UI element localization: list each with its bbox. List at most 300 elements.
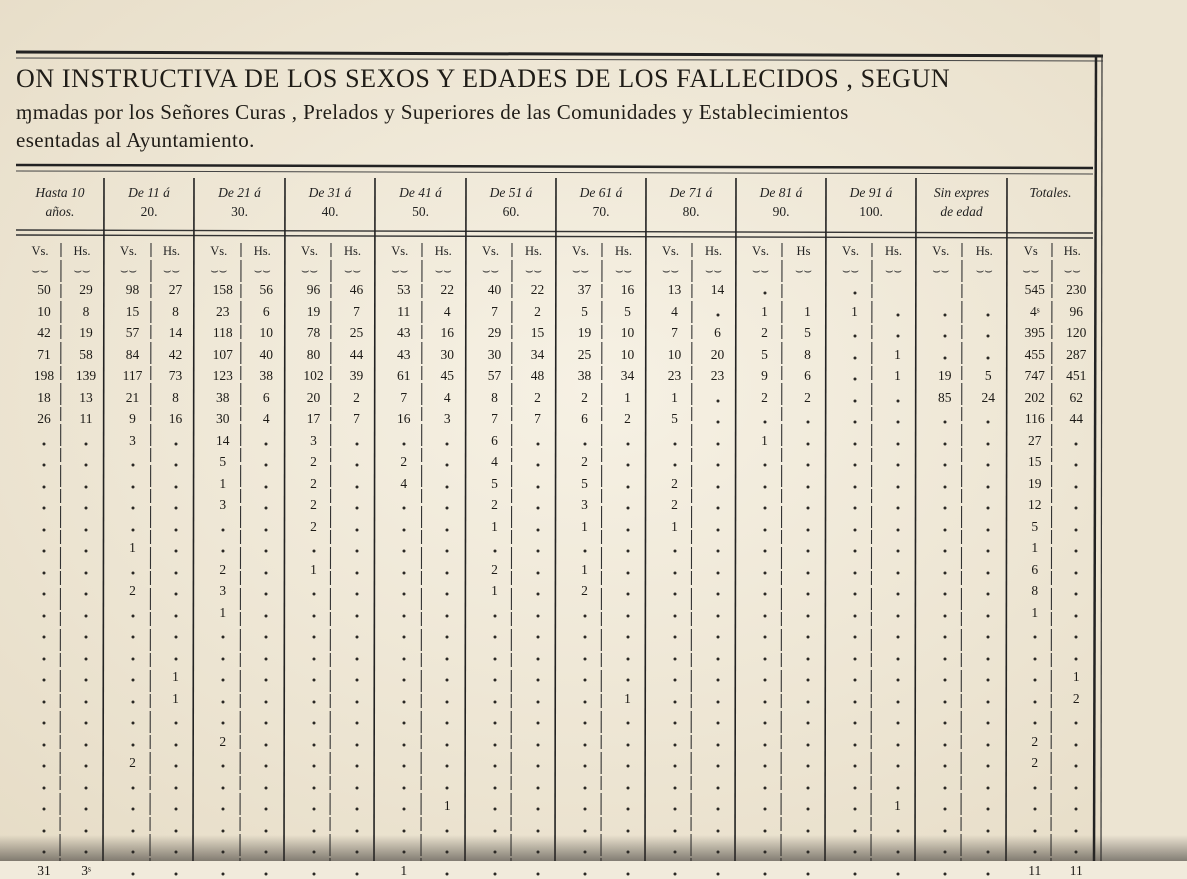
male-subheader: Vs <box>1023 244 1038 258</box>
empty-cell-dot <box>987 507 990 510</box>
empty-cell-dot <box>716 464 719 467</box>
empty-cell-dot <box>987 829 990 832</box>
empty-cell-dot <box>174 636 177 639</box>
empty-cell-dot <box>987 743 990 746</box>
empty-cell-dot <box>131 485 134 488</box>
table-cell: 19 <box>938 368 952 383</box>
empty-cell-dot <box>402 593 405 596</box>
empty-cell-dot <box>174 614 177 617</box>
empty-cell-dot <box>402 829 405 832</box>
empty-cell-dot <box>536 786 539 789</box>
empty-cell-dot <box>85 722 88 725</box>
empty-cell-dot <box>355 829 358 832</box>
empty-cell-dot <box>174 765 177 768</box>
table-cell: 4 <box>443 389 451 405</box>
table-cell: 34 <box>620 368 635 383</box>
male-subheader: Vs. <box>481 244 500 258</box>
table-cell: 25 <box>577 346 592 362</box>
brace-icon: ⌣⌣ <box>119 263 138 278</box>
empty-cell-dot <box>446 679 449 682</box>
brace-icon: ⌣⌣ <box>1063 263 1081 278</box>
table-cell: 50 <box>37 282 51 297</box>
empty-cell-dot <box>85 765 88 768</box>
empty-cell-dot <box>402 614 405 617</box>
empty-cell-dot <box>763 765 766 768</box>
empty-cell-dot <box>402 507 405 510</box>
empty-cell-dot <box>446 442 449 445</box>
table-cell: 16 <box>397 411 411 426</box>
empty-cell-dot <box>265 743 268 746</box>
male-subheader: Vs. <box>571 244 590 258</box>
male-subheader: Vs. <box>31 244 49 258</box>
empty-cell-dot <box>536 593 539 596</box>
column-header-line-2: 60. <box>502 204 520 219</box>
empty-cell-dot <box>943 571 946 574</box>
empty-cell-dot <box>896 722 899 725</box>
table-cell: 11 <box>1028 862 1042 878</box>
table-cell: 1 <box>491 518 498 534</box>
empty-cell-dot <box>536 872 539 875</box>
table-cell: 2 <box>761 325 768 340</box>
table-cell: 1 <box>894 368 901 383</box>
empty-cell-dot <box>673 829 676 832</box>
empty-cell-dot <box>493 614 496 617</box>
empty-cell-dot <box>536 829 539 832</box>
column-header-line-1: De 11 á <box>128 185 170 200</box>
male-subheader: Vs. <box>841 244 860 258</box>
empty-cell-dot <box>355 722 358 725</box>
empty-cell-dot <box>43 700 46 703</box>
empty-cell-dot <box>131 464 134 467</box>
female-subheader: Hs. <box>524 244 543 258</box>
empty-cell-dot <box>763 507 766 510</box>
empty-cell-dot <box>85 679 88 682</box>
empty-cell-dot <box>131 700 134 703</box>
column-header-line-1: De 41 á <box>399 185 442 200</box>
table-cell: 31 <box>37 862 51 878</box>
empty-cell-dot <box>987 421 990 424</box>
table-cell: 26 <box>37 411 51 426</box>
table-cell: 19 <box>1028 475 1042 491</box>
empty-cell-dot <box>43 808 46 811</box>
empty-cell-dot <box>763 829 766 832</box>
empty-cell-dot <box>493 722 496 725</box>
empty-cell-dot <box>355 507 358 510</box>
empty-cell-dot <box>1033 829 1036 832</box>
empty-cell-dot <box>943 808 946 811</box>
empty-cell-dot <box>131 808 134 811</box>
brace-icon: ⌣⌣ <box>571 263 590 278</box>
empty-cell-dot <box>673 700 676 703</box>
empty-cell-dot <box>987 550 990 553</box>
empty-cell-dot <box>626 636 629 639</box>
table-cell: 19 <box>577 325 592 340</box>
empty-cell-dot <box>85 786 88 789</box>
empty-cell-dot <box>402 679 405 682</box>
brace-icon: ⌣⌣ <box>73 263 91 278</box>
column-header-line-1: De 91 á <box>849 185 893 200</box>
table-cell: 1 <box>761 432 768 448</box>
empty-cell-dot <box>626 743 629 746</box>
empty-cell-dot <box>174 786 177 789</box>
table-cell: 2 <box>310 497 317 512</box>
empty-cell-dot <box>716 421 719 424</box>
empty-cell-dot <box>987 872 990 875</box>
table-cell: 40 <box>487 282 502 297</box>
empty-cell-dot <box>943 442 946 445</box>
empty-cell-dot <box>896 335 899 338</box>
empty-cell-dot <box>174 872 177 875</box>
empty-cell-dot <box>131 722 134 725</box>
empty-cell-dot <box>493 786 496 789</box>
empty-cell-dot <box>85 829 88 832</box>
table-cell: 116 <box>1024 411 1045 426</box>
table-cell: 3 <box>310 432 317 448</box>
empty-cell-dot <box>763 722 766 725</box>
table-cell: 37 <box>577 282 592 297</box>
empty-cell-dot <box>763 292 766 295</box>
table-cell: 8 <box>1031 583 1039 598</box>
brace-icon: ⌣⌣ <box>391 263 409 278</box>
empty-cell-dot <box>85 442 88 445</box>
table-cell: 27 <box>168 282 183 297</box>
table-cell: 2 <box>400 454 408 469</box>
column-header-line-1: Totales. <box>1029 185 1072 200</box>
empty-cell-dot <box>402 786 405 789</box>
empty-cell-dot <box>987 657 990 660</box>
table-cell: 6 <box>581 411 588 426</box>
table-cell: 1 <box>443 798 451 813</box>
male-subheader: Vs. <box>300 244 319 258</box>
empty-cell-dot <box>853 636 856 639</box>
empty-cell-dot <box>673 679 676 682</box>
empty-cell-dot <box>265 528 268 531</box>
empty-cell-dot <box>446 765 449 768</box>
empty-cell-dot <box>1075 829 1078 832</box>
empty-cell-dot <box>896 872 899 875</box>
empty-cell-dot <box>402 636 405 639</box>
empty-cell-dot <box>673 808 676 811</box>
empty-cell-dot <box>493 829 496 832</box>
table-cell: 98 <box>125 282 140 297</box>
empty-cell-dot <box>583 872 586 875</box>
empty-cell-dot <box>446 571 449 574</box>
empty-cell-dot <box>43 743 46 746</box>
empty-cell-dot <box>896 485 899 488</box>
empty-cell-dot <box>987 679 990 682</box>
column-header-line-1: De 61 á <box>579 185 623 200</box>
table-cell: 11 <box>397 303 411 319</box>
table-cell: 1 <box>1031 540 1039 555</box>
table-cell: 30 <box>440 346 454 362</box>
empty-cell-dot <box>1075 442 1078 445</box>
table-cell: 6 <box>714 325 721 340</box>
female-subheader: Hs. <box>975 244 993 258</box>
empty-cell-dot <box>673 593 676 596</box>
empty-cell-dot <box>536 528 539 531</box>
empty-cell-dot <box>312 786 315 789</box>
column-header-6 <box>466 183 556 221</box>
empty-cell-dot <box>355 808 358 811</box>
empty-cell-dot <box>806 765 809 768</box>
table-cell: 53 <box>397 282 411 297</box>
table-cell: 1 <box>581 561 588 577</box>
empty-cell-dot <box>131 679 134 682</box>
empty-cell-dot <box>987 442 990 445</box>
table-cell: 1 <box>1072 669 1080 684</box>
table-cell: 2 <box>581 389 588 405</box>
empty-cell-dot <box>446 593 449 596</box>
empty-cell-dot <box>402 808 405 811</box>
table-cell: 1 <box>761 303 768 319</box>
table-cell: 395 <box>1024 325 1045 340</box>
empty-cell-dot <box>896 614 899 617</box>
table-cell: 15 <box>530 325 545 340</box>
empty-cell-dot <box>355 528 358 531</box>
column-header-12 <box>1007 183 1094 202</box>
table-cell: 2 <box>671 475 678 491</box>
table-cell: 39 <box>349 368 364 383</box>
empty-cell-dot <box>355 700 358 703</box>
empty-cell-dot <box>943 335 946 338</box>
column-header-1 <box>16 183 104 221</box>
table-cell: 2 <box>671 497 678 512</box>
empty-cell-dot <box>853 356 856 359</box>
empty-cell-dot <box>716 765 719 768</box>
empty-cell-dot <box>763 593 766 596</box>
empty-cell-dot <box>853 765 856 768</box>
table-cell: 19 <box>306 303 321 319</box>
empty-cell-dot <box>806 872 809 875</box>
male-subheader: Vs. <box>119 244 138 258</box>
empty-cell-dot <box>174 657 177 660</box>
female-subheader: Hs. <box>614 244 633 258</box>
table-cell: 3ˢ <box>81 862 91 878</box>
empty-cell-dot <box>763 614 766 617</box>
table-cell: 19 <box>79 325 93 340</box>
empty-cell-dot <box>265 786 268 789</box>
empty-cell-dot <box>673 636 676 639</box>
table-cell: 9 <box>761 368 768 383</box>
empty-cell-dot <box>943 464 946 467</box>
table-cell: 48 <box>530 368 545 383</box>
table-cell: 4ˢ <box>1029 303 1040 319</box>
empty-cell-dot <box>43 829 46 832</box>
empty-cell-dot <box>1075 550 1078 553</box>
empty-cell-dot <box>43 722 46 725</box>
table-cell: 23 <box>667 368 682 383</box>
female-subheader: Hs. <box>73 244 91 258</box>
empty-cell-dot <box>174 528 177 531</box>
empty-cell-dot <box>987 700 990 703</box>
table-cell: 1 <box>172 690 179 706</box>
empty-cell-dot <box>853 614 856 617</box>
empty-cell-dot <box>312 700 315 703</box>
table-cell: 2 <box>1031 733 1039 749</box>
column-header-7 <box>556 183 646 221</box>
empty-cell-dot <box>1033 679 1036 682</box>
table-cell: 10 <box>259 325 273 340</box>
empty-cell-dot <box>943 614 946 617</box>
empty-cell-dot <box>716 743 719 746</box>
empty-cell-dot <box>355 550 358 553</box>
brace-icon: ⌣⌣ <box>661 263 680 278</box>
table-cell: 56 <box>259 282 273 297</box>
empty-cell-dot <box>943 722 946 725</box>
table-cell: 34 <box>530 346 545 362</box>
empty-cell-dot <box>493 808 496 811</box>
table-cell: 1 <box>1031 604 1039 620</box>
empty-cell-dot <box>987 313 990 316</box>
table-cell: 8 <box>172 303 179 319</box>
table-cell: 2 <box>581 454 588 469</box>
empty-cell-dot <box>131 872 134 875</box>
empty-cell-dot <box>943 679 946 682</box>
empty-cell-dot <box>446 872 449 875</box>
empty-cell-dot <box>355 657 358 660</box>
empty-cell-dot <box>355 743 358 746</box>
empty-cell-dot <box>1075 593 1078 596</box>
empty-cell-dot <box>43 657 46 660</box>
empty-cell-dot <box>853 399 856 402</box>
empty-cell-dot <box>131 571 134 574</box>
empty-cell-dot <box>265 614 268 617</box>
table-cell: 2 <box>491 497 498 512</box>
empty-cell-dot <box>896 679 899 682</box>
table-cell: 3 <box>443 411 451 426</box>
empty-cell-dot <box>987 636 990 639</box>
empty-cell-dot <box>446 507 449 510</box>
empty-cell-dot <box>446 829 449 832</box>
empty-cell-dot <box>446 614 449 617</box>
empty-cell-dot <box>43 636 46 639</box>
empty-cell-dot <box>312 722 315 725</box>
empty-cell-dot <box>716 657 719 660</box>
empty-cell-dot <box>493 550 496 553</box>
empty-cell-dot <box>806 421 809 424</box>
empty-cell-dot <box>221 657 224 660</box>
table-cell: 3 <box>129 432 136 448</box>
table-cell: 15 <box>125 303 140 319</box>
female-subheader: Hs. <box>162 244 181 258</box>
table-cell: 24 <box>981 389 995 405</box>
empty-cell-dot <box>131 743 134 746</box>
table-cell: 7 <box>353 303 360 319</box>
table-cell: 40 <box>259 346 273 362</box>
table-cell: 5 <box>761 346 768 362</box>
empty-cell-dot <box>43 550 46 553</box>
empty-cell-dot <box>806 593 809 596</box>
empty-cell-dot <box>583 700 586 703</box>
empty-cell-dot <box>853 872 856 875</box>
empty-cell-dot <box>987 528 990 531</box>
empty-cell-dot <box>806 743 809 746</box>
table-cell: 29 <box>79 282 93 297</box>
female-subheader: Hs. <box>343 244 362 258</box>
empty-cell-dot <box>673 872 676 875</box>
empty-cell-dot <box>853 743 856 746</box>
brace-icon: ⌣⌣ <box>975 263 993 278</box>
column-header-line-2: 30. <box>231 204 248 219</box>
column-header-line-2: 100. <box>859 204 883 219</box>
empty-cell-dot <box>583 657 586 660</box>
empty-cell-dot <box>355 872 358 875</box>
empty-cell-dot <box>43 464 46 467</box>
empty-cell-dot <box>265 464 268 467</box>
brace-icon: ⌣⌣ <box>300 263 319 278</box>
empty-cell-dot <box>806 679 809 682</box>
empty-cell-dot <box>1075 808 1078 811</box>
empty-cell-dot <box>806 550 809 553</box>
table-cell: 7 <box>400 389 408 405</box>
empty-cell-dot <box>174 442 177 445</box>
empty-cell-dot <box>265 507 268 510</box>
brace-icon: ⌣⌣ <box>1022 263 1040 278</box>
empty-cell-dot <box>806 829 809 832</box>
table-cell: 10 <box>620 346 635 362</box>
table-cell: 80 <box>306 346 321 362</box>
table-cell: 4 <box>491 454 498 469</box>
empty-cell-dot <box>493 743 496 746</box>
empty-cell-dot <box>896 829 899 832</box>
empty-cell-dot <box>716 808 719 811</box>
table-cell: 16 <box>440 325 454 340</box>
empty-cell-dot <box>131 786 134 789</box>
column-header-line-2: 40. <box>321 204 339 219</box>
empty-cell-dot <box>716 872 719 875</box>
table-cell: 2 <box>761 389 768 405</box>
empty-cell-dot <box>446 636 449 639</box>
empty-cell-dot <box>673 657 676 660</box>
empty-cell-dot <box>174 829 177 832</box>
empty-cell-dot <box>716 679 719 682</box>
empty-cell-dot <box>896 786 899 789</box>
table-cell: 2 <box>129 583 136 598</box>
male-subheader: Vs. <box>391 244 409 258</box>
empty-cell-dot <box>673 442 676 445</box>
table-cell: 287 <box>1066 346 1087 362</box>
empty-cell-dot <box>402 442 405 445</box>
empty-cell-dot <box>853 528 856 531</box>
column-header-4 <box>285 183 375 221</box>
empty-cell-dot <box>626 464 629 467</box>
table-cell: 5 <box>984 368 992 383</box>
table-cell: 5 <box>624 303 631 319</box>
empty-cell-dot <box>943 872 946 875</box>
empty-cell-dot <box>43 786 46 789</box>
empty-cell-dot <box>174 507 177 510</box>
empty-cell-dot <box>312 679 315 682</box>
empty-cell-dot <box>221 550 224 553</box>
table-cell: 3 <box>581 497 588 512</box>
empty-cell-dot <box>763 679 766 682</box>
table-cell: 57 <box>125 325 140 340</box>
empty-cell-dot <box>987 722 990 725</box>
empty-cell-dot <box>763 786 766 789</box>
column-header-line-2: de edad <box>940 204 983 219</box>
table-cell: 84 <box>125 346 140 362</box>
empty-cell-dot <box>221 829 224 832</box>
empty-cell-dot <box>355 593 358 596</box>
table-cell: 16 <box>620 282 635 297</box>
document-title-line-2: ɱmadas por los Señores Curas , Prelados y Superiores de las Comunidades y Establecimientos <box>16 100 849 124</box>
table-cell: 58 <box>79 346 93 362</box>
table-cell: 13 <box>667 282 682 297</box>
empty-cell-dot <box>943 485 946 488</box>
empty-cell-dot <box>265 636 268 639</box>
empty-cell-dot <box>987 614 990 617</box>
empty-cell-dot <box>493 872 496 875</box>
